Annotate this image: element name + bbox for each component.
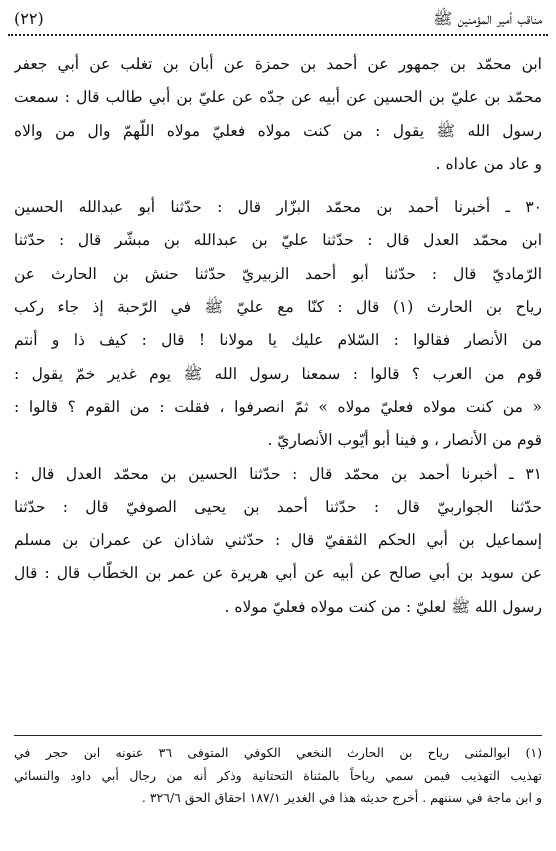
text-line: ٣١ ـ أخبرنا أحمد بن محمّد قال : حدّثنا الحسين بن محمّد العدل قال : [14, 464, 542, 483]
text-line: و عاد من عاداه . [435, 154, 542, 173]
header-dotted-rule [8, 34, 548, 36]
text-line: رسول الله ﷺ يقول : من كنت مولاه فعليّ مولاه اللّهمّ وال من والاه [14, 121, 542, 140]
running-title: مناقب أمير المؤمنين ﷺ [433, 9, 542, 28]
text-line: رسول الله ﷺ لعليّ : من كنت مولاه فعليّ مولاه . [224, 597, 542, 616]
text-line: قوم من العرب ؟ قالوا : سمعنا رسول الله ﷺ يوم غدير خمّ يقول : [14, 364, 542, 383]
text-line: قوم من الأنصار ، و فينا أبو أيّوب الأنصاريّ . [267, 431, 542, 450]
footnote-separator [14, 735, 542, 736]
text-line: ابن محمّد العدل قال : حدّثنا عليّ بن عبدالله بن مبشّر قال : حدّثنا [14, 231, 542, 250]
text-line: محمّد بن عليّ بن الحسين عن أبيه عن جدّه عن عليّ بن أبي طالب قال : سمعت [14, 88, 542, 107]
text-line: رياح بن الحارث (١) قال : كنّا مع عليّ ﷺ في الرّحبة إذ جاء ركب [14, 298, 542, 317]
text-line: من الأنصار فقالوا : السّلام عليك يا مولانا ! قال : كيف ذا و أنتم [14, 331, 542, 350]
text-line: إسماعيل بن أبي الحكم الثقفيّ قال : حدّثني شاذان عن عمران بن مسلم [14, 531, 542, 550]
text-line: الرّماديّ قال : حدّثنا أبو أحمد الزبيريّ حدّثنا حنش بن الحارث عن [14, 264, 542, 283]
text-line: حدّثنا الجواربيّ قال : حدّثنا أحمد بن يحيى الصوفيّ قال : حدّثنا [14, 497, 542, 516]
footnote-line: و ابن ماجة في سننهم . أخرج حديثه هذا في الغدير ١٨٧/١ احقاق الحق ٣٢٦/٦ . [141, 790, 542, 805]
text-line: ابن محمّد بن جمهور عن أحمد بن حمزة عن أبان بن تغلب عن أبي جعفر [14, 55, 542, 73]
footnote-line: تهذيب التهذيب فيمن سمي رياحاً بالمثناة التحتانية وذكر أنه من رجال أبي داود والنسائي [14, 767, 542, 783]
page-header [14, 6, 542, 32]
main-text [14, 48, 542, 624]
page-number: (٢٢) [14, 9, 44, 28]
footnote-line: (١) ابوالمثنى رياح بن الحارث النخعي الكوفي المتوفى ٣٦ عنونه ابن حجر في [14, 745, 542, 760]
paragraph-continuation [14, 48, 542, 181]
footnote [14, 742, 542, 810]
text-line: ٣٠ ـ أخبرنا أحمد بن محمّد البزّار قال : حدّثنا أبو عبدالله الحسين [14, 198, 542, 217]
paragraph-hadith-31 [14, 458, 542, 624]
paragraph-hadith-30 [14, 191, 542, 457]
text-line: « من كنت مولاه فعليّ مولاه » ثمّ انصرفوا ، فقلت : من القوم ؟ قالوا : [14, 397, 542, 416]
text-line: عن سويد بن أبي صالح عن أبيه عن أبي هريرة عن عمر بن الخطّاب قال : قال [14, 564, 542, 583]
